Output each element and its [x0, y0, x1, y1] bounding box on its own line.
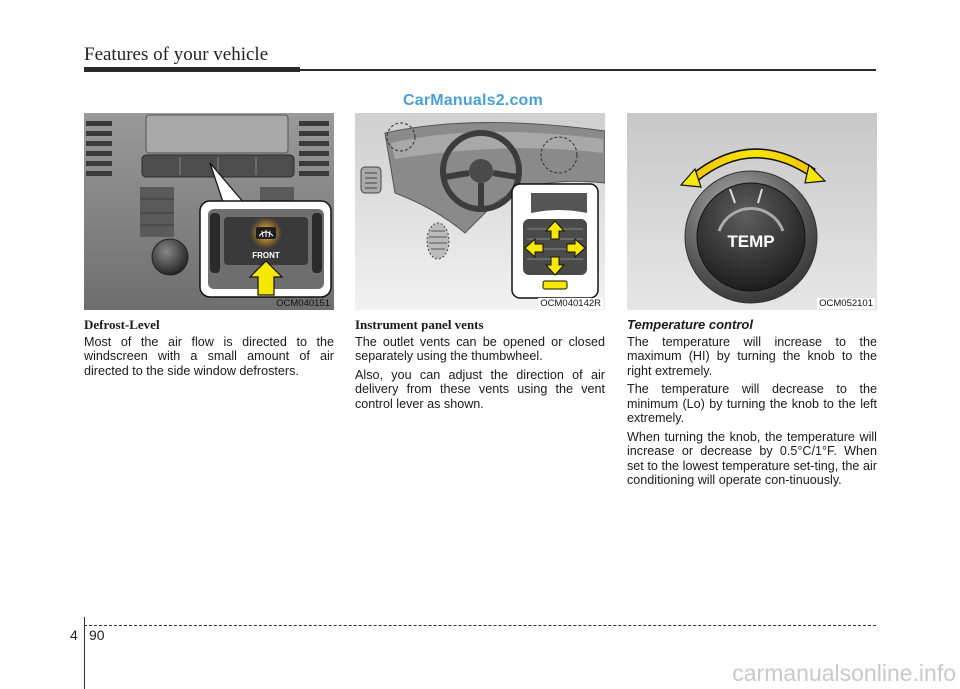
- page-header-title: Features of your vehicle: [84, 44, 269, 65]
- paragraph: The outlet vents can be opened or closed separately using the thumbwheel.: [355, 334, 605, 363]
- page-number: 90: [89, 627, 105, 643]
- temperature-knob-illustration: [627, 113, 877, 310]
- watermark-bottom[interactable]: carmanualsonline.info: [732, 660, 956, 686]
- section-heading: Instrument panel vents: [355, 317, 484, 332]
- column-instrument-panel-vents: [355, 318, 605, 415]
- section-number: 4: [70, 627, 78, 643]
- header-rule-thin: [300, 69, 876, 71]
- paragraph: The temperature will increase to the maximum (HI) by turning the knob to the right extremely.: [627, 334, 877, 378]
- column-temperature-control: [627, 318, 877, 492]
- footer-horizontal-rule: [84, 625, 876, 626]
- section-heading: Temperature control: [627, 317, 753, 332]
- figure-temperature-knob: [627, 113, 877, 310]
- column-defrost-level: [84, 318, 334, 382]
- knob-label-temp: TEMP: [727, 232, 775, 251]
- figure-code: OCM052101: [819, 298, 873, 309]
- paragraph: Most of the air flow is directed to the windscreen with a small amount of air directed to the side window defrosters.: [84, 334, 334, 378]
- figure-defrost-panel: [84, 113, 334, 310]
- watermark-top[interactable]: CarManuals2.com: [403, 92, 543, 109]
- figure-code: OCM040142R: [540, 298, 601, 309]
- paragraph: Also, you can adjust the direction of air delivery from these vents using the vent control lever as shown.: [355, 367, 605, 411]
- section-heading: Defrost-Level: [84, 317, 160, 332]
- paragraph: When turning the knob, the temperature will increase or decrease by 0.5°C/1°F. When set to the lowest temperature set-ting, the air conditioning will operate con-tinuously.: [627, 429, 877, 487]
- figure-instrument-panel-vents: [355, 113, 605, 310]
- paragraph: The temperature will decrease to the minimum (Lo) by turning the knob to the left extremely.: [627, 382, 877, 425]
- figure-label-front: FRONT: [252, 251, 280, 260]
- header-rule-thick: [84, 67, 300, 72]
- footer-vertical-rule: [84, 617, 85, 689]
- dashboard-vents-illustration: [355, 113, 605, 310]
- defrost-panel-illustration: [84, 113, 334, 310]
- figure-code: OCM040151: [276, 298, 330, 309]
